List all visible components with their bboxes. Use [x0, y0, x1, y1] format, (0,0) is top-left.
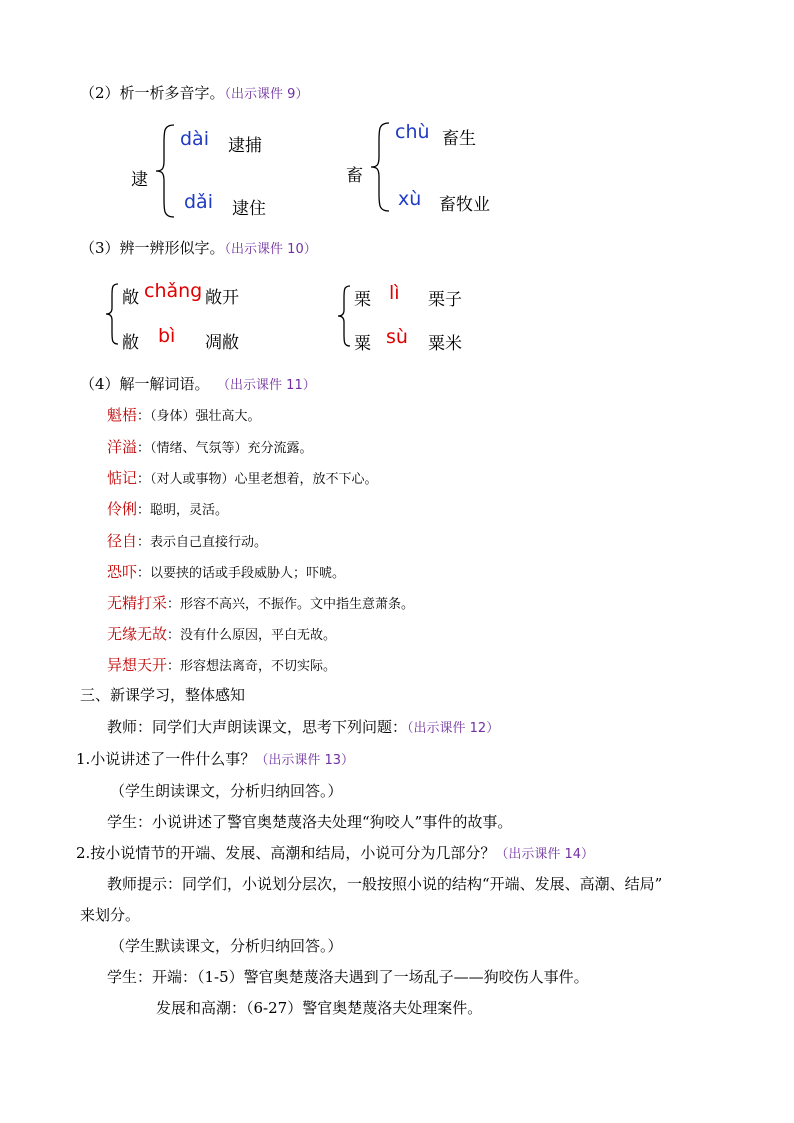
pinyin-bi4: bì [158, 325, 176, 347]
term-definition: ：形容不高兴，不振作。文中指生意萧条。 [167, 597, 415, 612]
term: 惦记 [107, 469, 138, 487]
term-definition: ：聪明，灵活。 [137, 503, 229, 518]
brace-icon [104, 282, 120, 346]
question-1-note: （学生朗读课文，分析归纳回答。） [110, 782, 343, 800]
teacher-intro-text: 教师：同学们大声朗读课文，思考下列问题： [107, 718, 408, 736]
word-sumi: 粟米 [428, 334, 462, 354]
similar-char-li: 栗 [354, 290, 371, 310]
question-2 [76, 842, 594, 863]
question-1-text: 1.小说讲述了一件什么事？ [76, 750, 256, 768]
brace-icon [336, 284, 352, 348]
question-2-note: （学生默读课文，分析归纳回答。） [110, 937, 343, 955]
term: 异想天开 [107, 656, 168, 674]
term-row [107, 592, 414, 613]
question-1-ref: （出示课件 13） [255, 753, 355, 768]
term-definition: ：（对人或事物）心里老想着，放不下心。 [137, 472, 378, 487]
section3-ref: （出示课件 10） [224, 242, 317, 257]
part3-heading: 三、新课学习，整体感知 [80, 686, 246, 704]
brace-icon [369, 121, 391, 213]
word-chusheng: 畜生 [442, 129, 476, 149]
term: 无精打采 [107, 594, 168, 612]
teacher-hint-line1: 教师提示：同学们，小说划分层次，一般按照小说的结构“开端、发展、高潮、结局” [107, 875, 663, 893]
section2-ref: （出示课件 9） [224, 87, 309, 102]
term-definition: ：（身体）强壮高大。 [137, 409, 261, 424]
term: 恐吓 [107, 563, 138, 581]
teacher-intro [107, 716, 499, 737]
section2-heading [80, 82, 308, 103]
term-definition: ：没有什么原因，平白无故。 [167, 628, 337, 643]
term-definition: ：形容想法离奇，不切实际。 [167, 659, 337, 674]
term-row [107, 498, 228, 519]
term: 伶俐 [107, 500, 138, 518]
term-definition: ：表示自己直接行动。 [137, 535, 268, 550]
term-row [107, 404, 261, 425]
section3-heading [80, 237, 317, 258]
similar-char-su: 粟 [354, 334, 371, 354]
teacher-intro-ref: （出示课件 12） [407, 721, 500, 736]
term-row [107, 530, 267, 551]
brace-icon [154, 123, 176, 219]
section2-heading-text: （2）析一析多音字。 [80, 84, 225, 102]
term-row [107, 467, 378, 488]
term: 洋溢 [107, 438, 138, 456]
pinyin-dai4: dài [180, 128, 209, 150]
pinyin-chu4: chù [395, 121, 430, 143]
similar-char-bi: 敝 [122, 333, 139, 353]
question-2-answer-line2: 发展和高潮：（6-27）警官奥楚蔑洛夫处理案件。 [156, 999, 483, 1017]
word-lizi: 栗子 [428, 290, 462, 310]
term-row [107, 561, 345, 582]
question-2-text: 2.按小说情节的开端、发展、高潮和结局，小说可分为几部分？ [76, 844, 496, 862]
polyphone-char-1: 逮 [131, 170, 148, 190]
pinyin-dai3: dǎi [184, 191, 213, 213]
term-row [107, 654, 336, 675]
teacher-hint-line2: 来划分。 [80, 906, 141, 924]
term-row [107, 436, 313, 457]
term: 魁梧 [107, 406, 138, 424]
section4-heading-text: （4）解一解词语。 [80, 375, 210, 393]
section4-heading [80, 373, 316, 394]
word-xumuye: 畜牧业 [439, 195, 490, 215]
word-diaobi: 凋敝 [205, 333, 239, 353]
section4-ref: （出示课件 11） [223, 378, 316, 393]
question-1-answer: 学生：小说讲述了警官奥楚蔑洛夫处理“狗咬人”事件的故事。 [107, 813, 513, 831]
question-1 [76, 748, 354, 769]
pinyin-li4: lì [389, 282, 400, 304]
pinyin-su4: sù [386, 326, 408, 348]
polyphone-char-2: 畜 [346, 166, 363, 186]
question-2-answer-line1: 学生：开端：（1-5）警官奥楚蔑洛夫遇到了一场乱子——狗咬伤人事件。 [107, 968, 589, 986]
similar-char-chang: 敞 [122, 288, 139, 308]
pinyin-xu4: xù [398, 188, 422, 210]
word-daibu: 逮捕 [228, 136, 262, 156]
term-definition: ：以要挟的话或手段威胁人；吓唬。 [137, 566, 346, 581]
pinyin-chang3: chǎng [144, 280, 203, 302]
question-2-ref: （出示课件 14） [495, 847, 595, 862]
word-daizhu: 逮住 [232, 199, 266, 219]
term: 径自 [107, 532, 138, 550]
section3-heading-text: （3）辨一辨形似字。 [80, 239, 225, 257]
word-changkai: 敞开 [205, 288, 239, 308]
term: 无缘无故 [107, 625, 168, 643]
term-row [107, 623, 336, 644]
term-definition: ：（情绪、气氛等）充分流露。 [137, 441, 313, 456]
